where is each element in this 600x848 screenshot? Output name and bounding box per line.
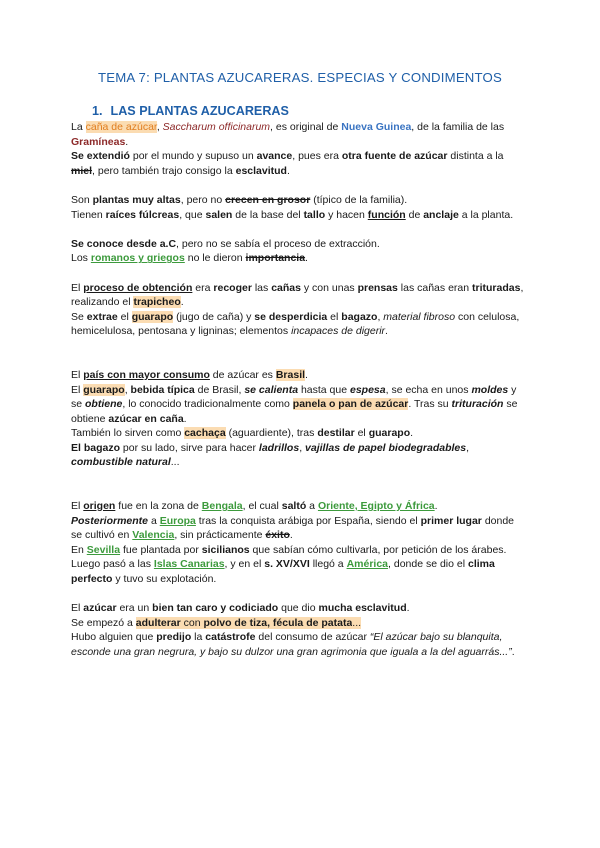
document-body — [71, 120, 527, 660]
text-run: por su lado, sirve para hacer — [120, 441, 259, 454]
text-run: bien tan caro y codiciado — [152, 602, 279, 615]
text-run: origen — [83, 500, 116, 513]
text-run: guarapo — [131, 310, 174, 323]
text-run: , — [299, 441, 306, 454]
paragraph-prediccion — [71, 630, 527, 659]
text-run: (típico de la familia). — [310, 193, 408, 206]
text-run: a — [148, 514, 160, 527]
text-run: trapicheo — [133, 296, 181, 309]
paragraph-process — [71, 281, 527, 310]
section-heading-text: LAS PLANTAS AZUCARERAS — [110, 104, 289, 118]
text-run: miel — [71, 164, 93, 177]
text-run: se obtiene — [71, 398, 518, 425]
text-run: el — [117, 310, 132, 323]
text-run: país con mayor consumo — [83, 368, 210, 381]
text-run: raíces fúlcreas — [105, 208, 180, 221]
document-title: TEMA 7: PLANTAS AZUCARERAS. ESPECIAS Y CONDIMENTOS — [97, 70, 503, 85]
text-run: , — [124, 383, 131, 396]
text-run: a la planta. — [458, 208, 514, 221]
text-run: Se — [71, 310, 87, 323]
text-run: Oriente, Egipto y África — [317, 500, 435, 513]
text-run: guarapo — [368, 427, 411, 440]
paragraph-guarapo — [71, 383, 527, 427]
text-run: espesa — [350, 383, 386, 396]
text-run: , y en el — [224, 558, 265, 571]
text-run: Saccharum officinarum — [162, 121, 271, 133]
paragraph-known — [71, 237, 527, 252]
text-run: bagazo — [83, 441, 121, 454]
text-run: . — [289, 529, 293, 542]
text-run: el — [327, 310, 342, 323]
text-run: catástrofe — [205, 631, 256, 644]
text-run: fue en la zona de — [115, 500, 202, 513]
text-run: el — [354, 427, 369, 440]
text-run: incapaces de digerir — [291, 325, 386, 338]
text-run: ... — [352, 616, 362, 629]
text-run: (jugo de caña) y — [173, 310, 255, 323]
text-run: La — [71, 121, 86, 133]
text-run: prensas — [357, 281, 398, 294]
text-run: ladrillos — [258, 441, 300, 454]
text-run: de — [405, 208, 424, 221]
text-run: El — [71, 602, 84, 615]
text-run: América — [346, 558, 389, 571]
paragraph-cachaca — [71, 426, 527, 441]
text-run: distinta a la — [447, 150, 504, 163]
text-run: que dio — [278, 602, 319, 615]
text-run: era — [192, 281, 214, 294]
text-run: . — [511, 646, 515, 658]
text-run: bebida típica — [130, 383, 195, 396]
text-run: Se extendió — [71, 150, 130, 163]
paragraph-europa — [71, 514, 527, 543]
text-run: Bengala — [201, 500, 243, 513]
text-run: panela o pan de azúcar — [292, 398, 409, 411]
text-run: Valencia — [132, 529, 175, 542]
text-run: obtiene — [85, 398, 123, 411]
text-run: con celulosa, hemicelulosa, pentosana y ligninas; elementos — [71, 310, 520, 338]
text-run: y hacen — [325, 208, 368, 221]
text-run: predijo — [156, 631, 192, 644]
text-run: no le dieron — [184, 252, 246, 265]
text-run: . — [305, 252, 308, 265]
text-run: trituradas — [472, 281, 521, 294]
text-run: , el cual — [242, 500, 282, 513]
text-run: . — [406, 602, 410, 615]
text-run: Se conoce desde a.C — [71, 237, 177, 250]
text-run: Luego pasó a las — [71, 558, 154, 571]
text-run: , se echa en unos — [385, 383, 472, 396]
text-run: y se — [71, 383, 517, 411]
text-run: plantas muy altas — [92, 193, 181, 206]
text-run: Los — [71, 252, 91, 265]
text-run: éxito — [265, 529, 290, 542]
text-run: cachaça — [184, 427, 226, 440]
text-run: saltó — [281, 500, 307, 513]
text-run: proceso de obtención — [83, 281, 193, 294]
text-run: y tuvo su explotación. — [112, 573, 217, 586]
text-run: salen — [205, 208, 233, 221]
paragraph-sevilla — [71, 543, 527, 558]
text-run: con — [180, 616, 204, 629]
text-run: donde se cultivó en — [71, 514, 515, 542]
text-run: El — [71, 500, 84, 513]
text-run: caña de azúcar — [85, 121, 157, 133]
text-run: Sevilla — [86, 543, 121, 556]
text-run: , — [156, 121, 163, 133]
text-run: azúcar — [83, 602, 117, 615]
paragraph-romans — [71, 251, 527, 266]
text-run: guarapo — [83, 383, 125, 396]
text-run: . — [125, 135, 129, 148]
paragraph-height — [71, 193, 527, 208]
text-run: moldes — [471, 383, 509, 396]
text-run: , pero también trajo consigo la — [92, 164, 236, 177]
text-run: s. XV/XVI — [264, 558, 310, 571]
text-run: a — [306, 500, 318, 513]
text-run: “El azúcar bajo su blanquita, esconde una gran negrura, y bajo su dulzor una gran agrimonia que iguala a la del aguarrás...” — [71, 631, 512, 658]
text-run: llegó a — [309, 558, 347, 571]
text-run: , donde se dio el — [388, 558, 468, 571]
text-run: extrae — [86, 310, 118, 323]
text-run: cañas — [271, 281, 301, 294]
paragraph-origin — [71, 120, 527, 149]
text-run: Europa — [159, 514, 196, 527]
paragraph-bengala — [71, 499, 527, 514]
text-run: esclavitud — [235, 164, 287, 177]
text-run: importancia — [245, 252, 306, 265]
text-run: . — [183, 412, 187, 425]
text-run: , pero no se sabía el proceso de extracción. — [176, 237, 380, 250]
paragraph-bagazo — [71, 441, 527, 470]
text-run: crecen en grosor — [225, 193, 311, 206]
text-run: adulterar — [135, 616, 181, 629]
text-run: . — [305, 368, 308, 381]
text-run: se calienta — [244, 383, 299, 396]
text-run: El — [71, 281, 84, 294]
text-run: , realizando el — [71, 281, 524, 309]
text-run: . Tras su — [408, 398, 452, 411]
text-run: , es original de — [270, 121, 342, 133]
text-run: sicilianos — [201, 543, 250, 556]
text-run: , lo conocido tradicionalmente como — [122, 398, 293, 411]
text-run: Islas Canarias — [153, 558, 225, 571]
text-run: romanos y griegos — [90, 252, 185, 265]
text-run: , — [466, 441, 470, 454]
paragraph-roots — [71, 208, 527, 223]
text-run: de la base del — [232, 208, 304, 221]
text-run: , sin prácticamente — [174, 529, 266, 542]
text-run: de Brasil, — [194, 383, 245, 396]
text-run: . — [410, 427, 414, 440]
text-run: otra fuente de azúcar — [341, 150, 448, 163]
text-run: avance — [256, 150, 293, 163]
text-run: fue plantada por — [120, 543, 202, 556]
text-run: . — [434, 500, 438, 513]
section-number: 1. — [92, 104, 103, 118]
text-run: Brasil — [275, 368, 306, 381]
text-run: mucha esclavitud — [318, 602, 407, 615]
text-run: clima perfecto — [71, 558, 495, 586]
text-run: , — [377, 310, 384, 323]
text-run: Hubo alguien que — [71, 631, 157, 644]
text-run: se desperdicia — [254, 310, 328, 323]
text-run: las cañas eran — [397, 281, 473, 294]
text-run: material fibroso — [383, 310, 456, 323]
text-run: bagazo — [341, 310, 378, 323]
text-run: trituración — [451, 398, 504, 411]
paragraph-caro — [71, 601, 527, 616]
text-run: y con unas — [300, 281, 358, 294]
text-run: las — [251, 281, 272, 294]
text-run: Gramíneas — [71, 135, 126, 148]
text-run: Tienen — [71, 208, 106, 221]
text-run: del consumo de azúcar — [255, 631, 370, 644]
text-run: recoger — [213, 281, 252, 294]
text-run: . — [180, 296, 184, 309]
text-run: primer lugar — [420, 514, 482, 527]
paragraph-adulterar — [71, 616, 527, 631]
text-run: Son — [71, 193, 93, 206]
text-run: era un — [116, 602, 153, 615]
paragraph-brasil — [71, 368, 527, 383]
text-run: El — [71, 383, 84, 396]
text-run: , pero no — [180, 193, 226, 206]
text-run: que sabían cómo cultivarla, por petición de los árabes. — [249, 543, 507, 556]
text-run: . — [286, 164, 290, 177]
text-run: , que — [179, 208, 206, 221]
text-run: la — [191, 631, 206, 644]
text-run: tras la conquista arábiga por España, siendo el — [195, 514, 421, 527]
text-run: En — [71, 543, 87, 556]
text-run: ... — [170, 456, 180, 469]
paragraph-extract — [71, 310, 527, 339]
text-run: por el mundo y supuso un — [129, 150, 257, 163]
text-run: azúcar en caña — [108, 412, 184, 425]
text-run: El — [71, 368, 84, 381]
text-run: , pues era — [292, 150, 342, 163]
text-run: vajillas de papel biodegradables — [305, 441, 467, 454]
paragraph-spread — [71, 149, 527, 178]
text-run: También lo sirven como — [71, 427, 185, 440]
paragraph-canarias — [71, 557, 527, 586]
text-run: de azúcar es — [209, 368, 276, 381]
text-run: Se empezó a — [71, 616, 136, 629]
text-run: El — [71, 441, 84, 454]
text-run: , de la familia de las — [411, 121, 505, 133]
section-heading — [92, 104, 289, 118]
text-run: función — [367, 208, 406, 221]
text-run: Posteriormente — [71, 514, 149, 527]
text-run: polvo de tiza, fécula de patata — [203, 616, 353, 629]
text-run: hasta que — [298, 383, 350, 396]
text-run: anclaje — [423, 208, 459, 221]
text-run: destilar — [317, 427, 355, 440]
text-run: Nueva Guinea — [341, 121, 412, 133]
text-run: (aguardiente), tras — [225, 427, 318, 440]
text-run: tallo — [303, 208, 326, 221]
text-run: . — [385, 325, 388, 338]
text-run: combustible natural — [71, 456, 171, 469]
